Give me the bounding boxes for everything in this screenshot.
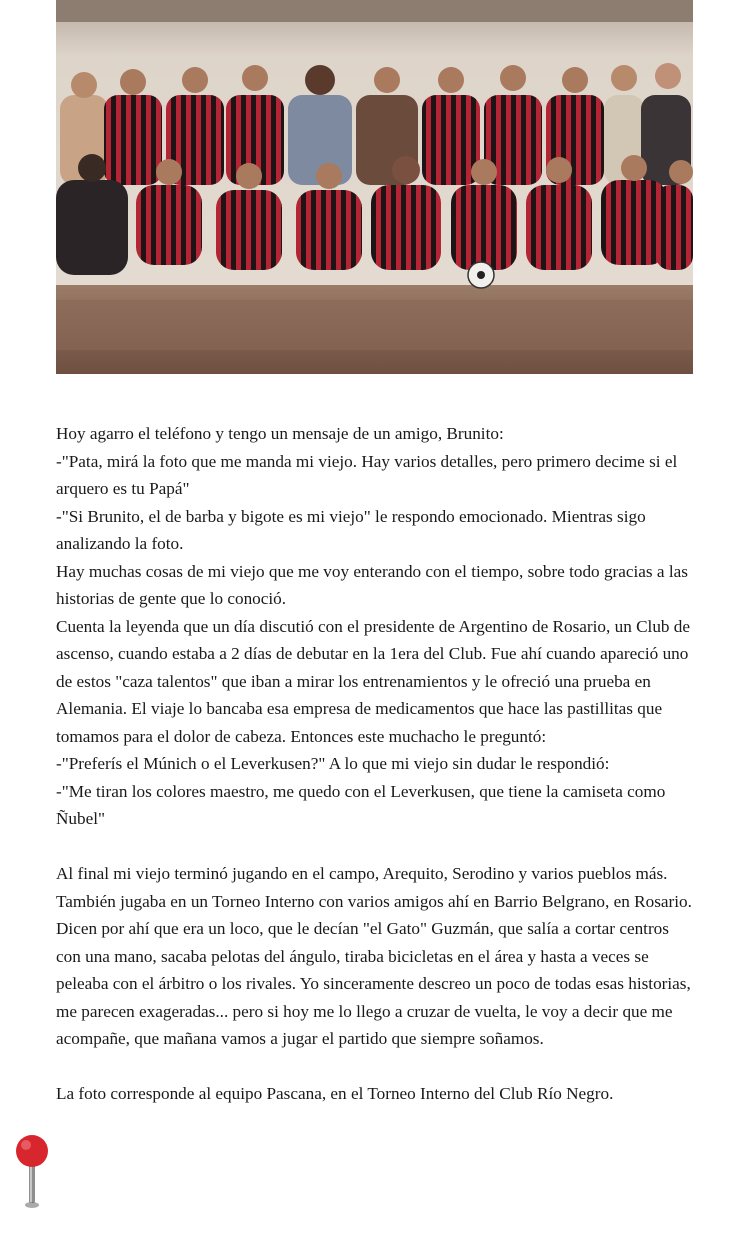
paragraph-gap [56,1053,696,1081]
soccer-ball-icon [468,262,494,288]
paragraph-3: -"Si Brunito, el de barba y bigote es mi viejo" le respondo emocionado. Mientras sigo analizando la foto. [56,506,646,553]
paragraph-1: Hoy agarro el teléfono y tengo un mensaje de un amigo, Brunito: [56,424,504,443]
team-photo [56,0,693,374]
paragraph-5: Cuenta la leyenda que un día discutió con el presidente de Argentino de Rosario, un Club de ascenso, cuando estaba a 2 días de debutar en la 1era del Club. Fue ahí cuando apareció uno de estos "caza talentos" que iban a mirar los entrenamientos y le ofreció una prueba en Alemania. El viaje lo bancaba esa empresa de medicamentos que hace las pastillitas que tomamos para el dolor de cabeza. Entonces este muchacho le preguntó: [56,616,691,746]
paragraph-6: -"Preferís el Múnich o el Leverkusen?" A lo que mi viejo sin dudar le respondió: [56,754,610,773]
article-text [56,420,696,1108]
paragraph-9: Dicen por ahí que era un loco, que le decían "el Gato" Guzmán, que salía a cortar centros con una mano, sacaba pelotas del ángulo, tiraba bicicletas en el área y hasta a veces se peleaba con el árbitro o los rivales. Yo sinceramente descreo un poco de todas esas historias, me parecen exageradas... pero si hoy me lo llego a cruzar de vuelta, le voy a decir que me acompañe, que mañana vamos a jugar el partido que siempre soñamos. [56,919,691,1048]
team-photo-illustration [56,0,693,374]
paragraph-7: -"Me tiran los colores maestro, me quedo con el Leverkusen, que tiene la camiseta como Ñubel" [56,781,666,828]
paragraph-gap [56,833,696,861]
paragraph-2: -"Pata, mirá la foto que me manda mi viejo. Hay varios detalles, pero primero decime si el arquero es tu Papá" [56,451,678,498]
photo-caption: La foto corresponde al equipo Pascana, en el Torneo Interno del Club Río Negro. [56,1084,614,1103]
pushpin-icon [14,1133,50,1213]
paragraph-8: Al final mi viejo terminó jugando en el campo, Arequito, Serodino y varios pueblos más. También jugaba en un Torneo Interno con varios amigos ahí en Barrio Belgrano, en Rosario. [56,864,692,911]
paragraph-4: Hay muchas cosas de mi viejo que me voy enterando con el tiempo, sobre todo gracias a las historias de gente que lo conoció. [56,561,688,608]
